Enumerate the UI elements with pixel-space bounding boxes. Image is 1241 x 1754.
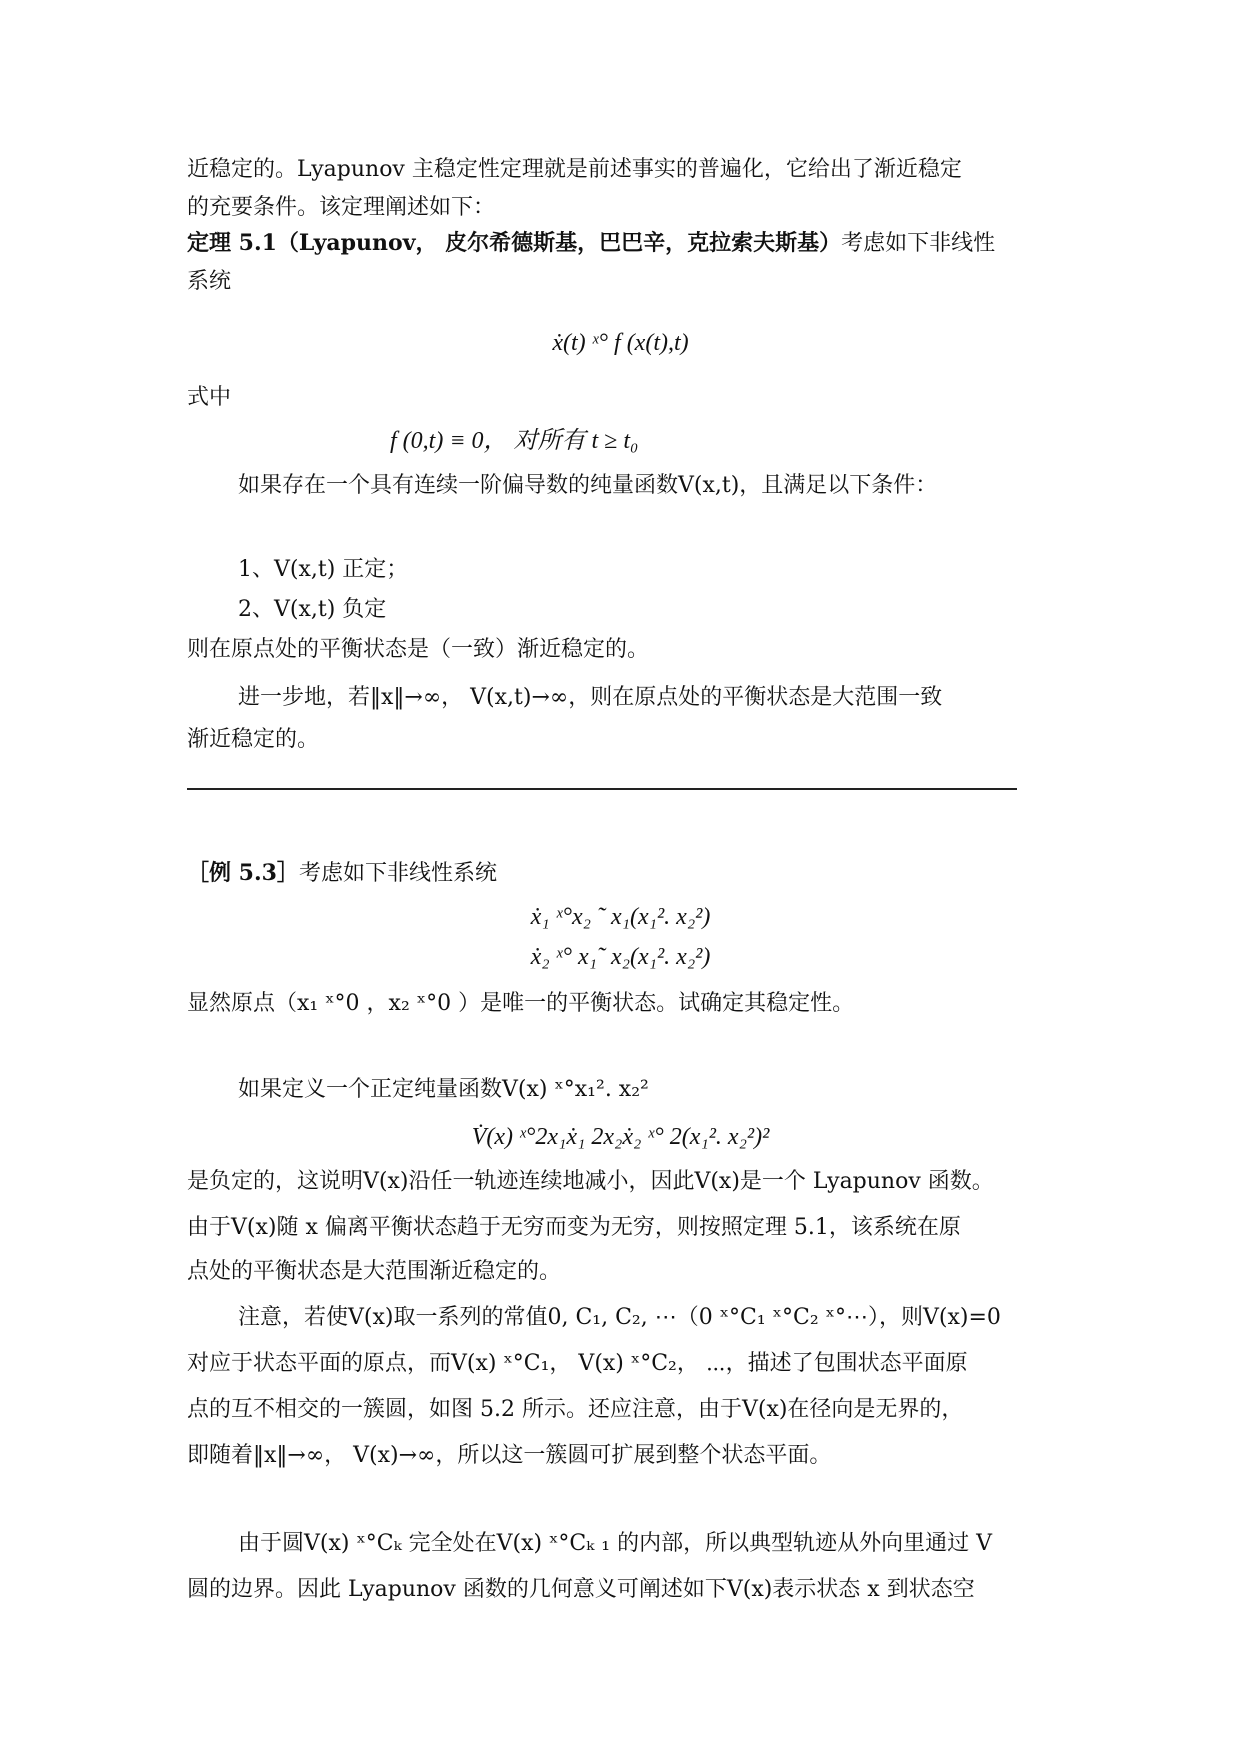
paragraph-line: 渐近稳定的。 [187,727,320,752]
paragraph-line: 进一步地，若‖x‖→∞， V(x,t)→∞，则在原点处的平衡状态是大范围一致 [238,685,943,710]
paragraph-line: 如果存在一个具有连续一阶偏导数的纯量函数V(x,t)，且满足以下条件： [238,473,938,498]
paragraph-line: 圆的边界。因此 Lyapunov 函数的几何意义可阐述如下V(x)表示状态 x 到状态空 [187,1577,975,1602]
paragraph-line: 如果定义一个正定纯量函数V(x) ˣ°x₁². x₂² [238,1077,649,1102]
equation-x2: ẋ₂ ˣ° x₁˜ x₂(x₁². x₂²) [530,944,711,970]
theorem-title: 定理 5.1（Lyapunov， 皮尔希德斯基，巴巴辛，克拉索夫斯基） [187,230,842,256]
theorem-heading [187,226,995,257]
example-title: ［例 5.3］ [187,860,299,886]
equation-x1: ẋ₁ ˣ°x₂ ˜ x₁(x₁². x₂²) [530,904,711,930]
paragraph-line: 近稳定的。Lyapunov 主稳定性定理就是前述事实的普遍化，它给出了渐近稳定 [187,157,962,182]
theorem-title-tail: 考虑如下非线性 [841,231,996,256]
equation-derivative: V̇(x) ˣ°2x₁ẋ₁ 2x₂ẋ₂ ˣ° 2(x₁². x₂²)² [471,1124,770,1150]
condition-1: 1、V(x,t) 正定； [238,557,409,582]
paragraph-line: 点处的平衡状态是大范围渐近稳定的。 [187,1259,562,1284]
paragraph-line: 的充要条件。该定理阐述如下： [187,195,496,220]
condition-2: 2、V(x,t) 负定 [238,597,387,622]
paragraph-line: 则在原点处的平衡状态是（一致）渐近稳定的。 [187,637,650,662]
paragraph-line: 由于圆V(x) ˣ°Cₖ 完全处在V(x) ˣ°Cₖ ₁ 的内部，所以典型轨迹从外向里通过 V [238,1531,992,1556]
paragraph-line: 系统 [187,269,232,294]
paragraph-line: 显然原点（x₁ ˣ°0 ，x₂ ˣ°0 ）是唯一的平衡状态。试确定其稳定性。 [187,991,855,1016]
paragraph-line: 式中 [187,385,232,410]
separator-rule [187,788,1017,790]
paragraph-line: 点的互不相交的一簇圆，如图 5.2 所示。还应注意，由于V(x)在径向是无界的， [187,1397,964,1422]
example-title-tail: 考虑如下非线性系统 [298,861,497,886]
paragraph-line: 注意，若使V(x)取一系列的常值0, C₁, C₂, ⋯（0 ˣ°C₁ ˣ°C₂ ˣ°⋯），则V(x)=0 [238,1305,1001,1330]
paragraph-line: 是负定的，这说明V(x)沿任一轨迹连续地减小，因此V(x)是一个 Lyapunov 函数。 [187,1169,994,1194]
equation-condition: f (0,t) ≡ 0， 对所有 t ≥ t₀ [390,428,639,454]
paragraph-line: 对应于状态平面的原点，而V(x) ˣ°C₁， V(x) ˣ°C₂， ⋯，描述了包围状态平面原 [187,1351,968,1376]
paragraph-line: 即随着‖x‖→∞， V(x)→∞，所以这一簇圆可扩展到整个状态平面。 [187,1443,832,1468]
equation-system: ẋ(t) ˣ° f (x(t),t) [552,330,689,356]
example-heading [187,856,497,887]
paragraph-line: 由于V(x)随 x 偏离平衡状态趋于无穷而变为无穷，则按照定理 5.1，该系统在原 [187,1215,961,1240]
